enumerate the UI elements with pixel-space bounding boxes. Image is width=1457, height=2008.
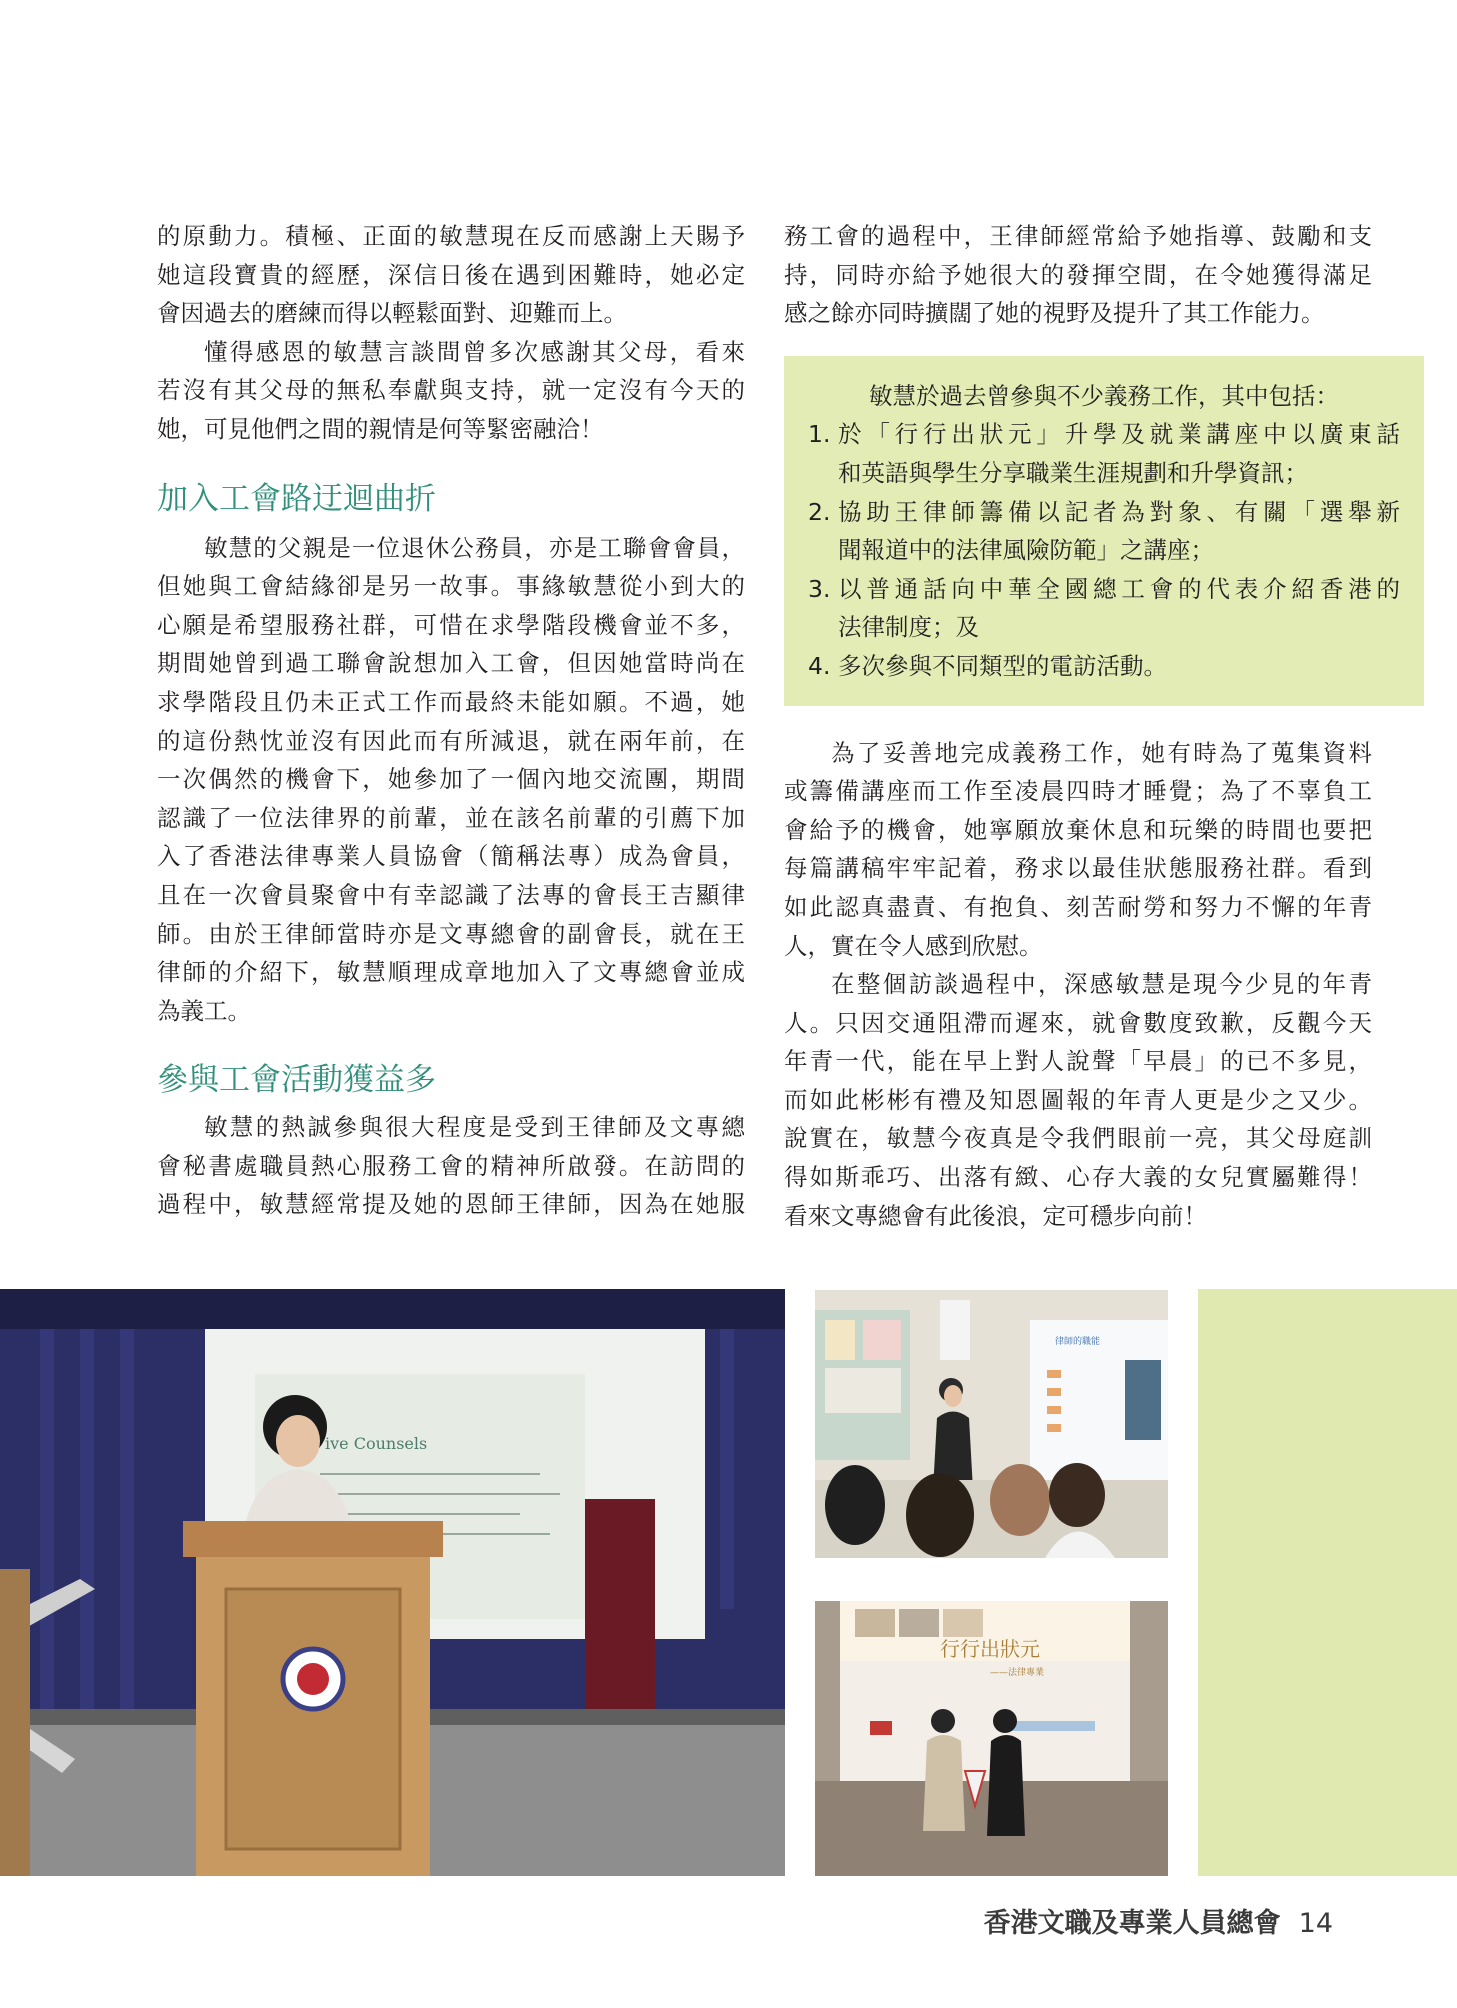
left-p1-line: 她這段寶貴的經歷，深信日後在遇到困難時，她必定 [157,260,745,289]
list-number: 3. [808,574,831,603]
photo-banner-presentation [815,1601,1168,1876]
list-number: 4. [808,651,831,680]
banner-subtitle: ——法律專業 [990,1668,1045,1678]
list-number: 1. [808,420,831,449]
left-p3-line: 師。由於王律師當時亦是文專總會的副會長，就在王 [157,919,745,948]
slide-title: 律師的職能 [1055,1337,1101,1347]
photo-classroom-talk [815,1290,1168,1558]
list-line: 以普通話向中華全國總工會的代表介紹香港的 [838,574,1400,603]
right-p2-line: 會給予的機會，她寧願放棄休息和玩樂的時間也要把 [784,815,1372,844]
right-p3-line: 看來文專總會有此後浪，定可穩步向前！ [784,1201,1207,1230]
left-p4-line: 敏慧的熱誠參與很大程度是受到王律師及文專總 [204,1113,745,1142]
left-p3-line: 入了香港法律專業人員協會（簡稱法專）成為會員， [157,842,745,871]
section-heading-union-activities: 參與工會活動獲益多 [157,1062,436,1099]
right-p2-line: 為了妥善地完成義務工作，她有時為了蒐集資料 [831,738,1372,767]
right-p3-line: 人。只因交通阻滯而遲來，就會數度致歉，反觀今天 [784,1008,1372,1037]
list-line: 多次參與不同類型的電訪活動。 [838,651,1167,680]
right-p3-line: 得如斯乖巧、出落有緻、心存大義的女兒實屬難得！ [784,1163,1372,1192]
left-p1-line: 的原動力。積極、正面的敏慧現在反而感謝上天賜予 [157,222,745,250]
list-line: 法律制度；及 [838,613,979,642]
right-p3-line: 年青一代，能在早上對人說聲「早晨」的已不多見， [784,1047,1372,1076]
left-p3-line: 心願是希望服務社群，可惜在求學階段機會並不多， [157,610,745,639]
right-p1-line: 持，同時亦給予她很大的發揮空間，在令她獲得滿足 [784,260,1372,289]
page-number: 14 [1298,1908,1333,1939]
left-p3-line: 且在一次會員聚會中有幸認識了法專的會長王吉顯律 [157,880,745,909]
list-number: 2. [808,497,831,526]
left-p3-line: 律師的介紹下，敏慧順理成章地加入了文專總會並成 [157,958,745,987]
slide-text: ive Counsels [325,1434,428,1453]
right-p1-line: 感之餘亦同時擴闊了她的視野及提升了其工作能力。 [784,299,1325,328]
right-p3-line: 而如此彬彬有禮及知恩圖報的年青人更是少之又少。 [784,1085,1372,1114]
left-p3-line: 但她與工會結緣卻是另一故事。事緣敏慧從小到大的 [157,572,745,601]
page-footer [984,1901,1333,1940]
list-line: 聞報道中的法律風險防範」之講座； [838,536,1214,565]
left-p3-line: 期間她曾到過工聯會說想加入工會，但因她當時尚在 [157,649,745,678]
left-p2-line: 若沒有其父母的無私奉獻與支持，就一定沒有今天的 [157,376,745,405]
right-p2-line: 人，實在令人感到欣慰。 [784,931,1043,960]
left-p2-line: 懂得感恩的敏慧言談間曾多次感謝其父母，看來 [204,337,745,366]
right-p3-line: 在整個訪談過程中，深感敏慧是現今少見的年青 [831,970,1372,999]
banner-title: 行行出狀元 [940,1637,1040,1661]
decorative-green-panel [1198,1289,1457,1876]
list-item [808,570,1400,647]
left-p1-line: 會因過去的磨練而得以輕鬆面對、迎難而上。 [157,299,627,328]
left-p3-line: 認識了一位法律界的前輩，並在該名前輩的引薦下加 [157,803,745,832]
footer-org-name: 香港文職及專業人員總會 [983,1908,1281,1939]
right-p3-line: 說實在，敏慧今夜真是令我們眼前一亮，其父母庭訓 [784,1124,1372,1153]
list-line: 協助王律師籌備以記者為對象、有關「選舉新 [838,497,1400,526]
left-p3-line: 敏慧的父親是一位退休公務員，亦是工聯會會員， [204,533,745,562]
right-p2-line: 如此認真盡責、有抱負、刻苦耐勞和努力不懈的年青 [784,892,1372,921]
list-item [808,415,1400,492]
list-item [808,647,1400,686]
left-p4-line: 會秘書處職員熱心服務工會的精神所啟發。在訪問的 [157,1151,745,1180]
list-line: 和英語與學生分享職業生涯規劃和升學資訊； [838,458,1308,487]
right-p2-line: 或籌備講座而工作至凌晨四時才睡覺；為了不辜負工 [784,777,1372,806]
left-p3-line: 求學階段且仍未正式工作而最終未能如願。不過，她 [157,687,745,716]
left-p3-line: 的這份熱忱並沒有因此而有所減退，就在兩年前，在 [157,726,745,755]
box-intro: 敏慧於過去曾參與不少義務工作，其中包括： [869,381,1339,410]
right-column [784,217,1400,1235]
list-item [808,493,1400,570]
volunteer-list [808,415,1400,685]
left-p3-line: 一次偶然的機會下，她參加了一個內地交流團，期間 [157,765,745,794]
left-p3-line: 為義工。 [157,996,251,1025]
right-p2-line: 每篇講稿牢牢記着，務求以最佳狀態服務社群。看到 [784,854,1372,883]
right-p1-line: 務工會的過程中，王律師經常給予她指導、鼓勵和支 [784,222,1372,250]
left-column [157,217,745,1224]
left-p4-line: 過程中，敏慧經常提及她的恩師王律師，因為在她服 [157,1190,745,1219]
volunteer-work-box [784,356,1424,706]
section-heading-join-union: 加入工會路迂迴曲折 [157,480,436,517]
list-line: 於「行行出狀元」升學及就業講座中以廣東話 [838,420,1400,449]
left-p2-line: 她，可見他們之間的親情是何等緊密融洽！ [157,414,604,443]
photo-speaker-at-lectern [0,1289,785,1876]
